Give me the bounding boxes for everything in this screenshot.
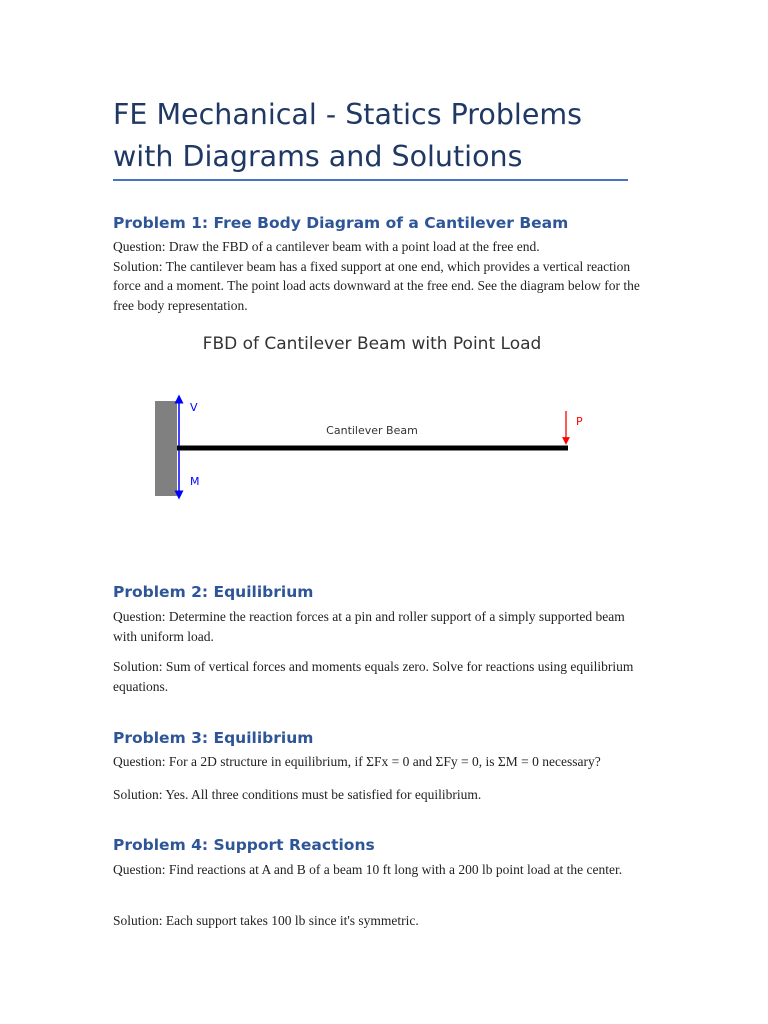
reaction-force-label: V — [190, 401, 198, 414]
problem-4-question: Question: Find reactions at A and B of a beam 10 ft long with a 200 lb point load at the center. — [113, 862, 623, 877]
cantilever-fbd-diagram — [125, 323, 620, 548]
problem-3-question: Question: For a 2D structure in equilibrium, if ΣFx = 0 and ΣFy = 0, is ΣM = 0 necessary? — [113, 754, 601, 769]
point-load-label: P — [576, 415, 583, 428]
problem-2-heading: Problem 2: Equilibrium — [113, 583, 314, 601]
title-underline — [113, 179, 628, 181]
cantilever-fbd-figure — [125, 323, 620, 548]
fixed-support-wall — [155, 401, 177, 496]
problem-1-solution: Solution: The cantilever beam has a fixed support at one end, which provides a vertical reaction force and a moment. The point load acts downward at the free end. See the diagram below for the free body representation. — [113, 258, 640, 313]
problem-1-heading: Problem 1: Free Body Diagram of a Cantilever Beam — [113, 214, 569, 232]
problem-1-question: Question: Draw the FBD of a cantilever beam with a point load at the free end. — [113, 239, 540, 254]
document-title: FE Mechanical - Statics Problems with Diagrams and Solutions — [113, 98, 582, 173]
moment-label: M — [190, 475, 200, 488]
problem-2-solution: Solution: Sum of vertical forces and moments equals zero. Solve for reactions using equilibrium equations. — [113, 659, 634, 694]
problem-4-solution: Solution: Each support takes 100 lb since it's symmetric. — [113, 913, 419, 928]
problem-4-heading: Problem 4: Support Reactions — [113, 836, 375, 854]
problem-3-solution: Solution: Yes. All three conditions must be satisfied for equilibrium. — [113, 787, 482, 802]
beam-label: Cantilever Beam — [326, 424, 418, 437]
problem-3-heading: Problem 3: Equilibrium — [113, 729, 314, 747]
figure-title: FBD of Cantilever Beam with Point Load — [202, 334, 542, 354]
problem-2-question: Question: Determine the reaction forces at a pin and roller support of a simply supported beam with uniform load. — [113, 609, 625, 644]
